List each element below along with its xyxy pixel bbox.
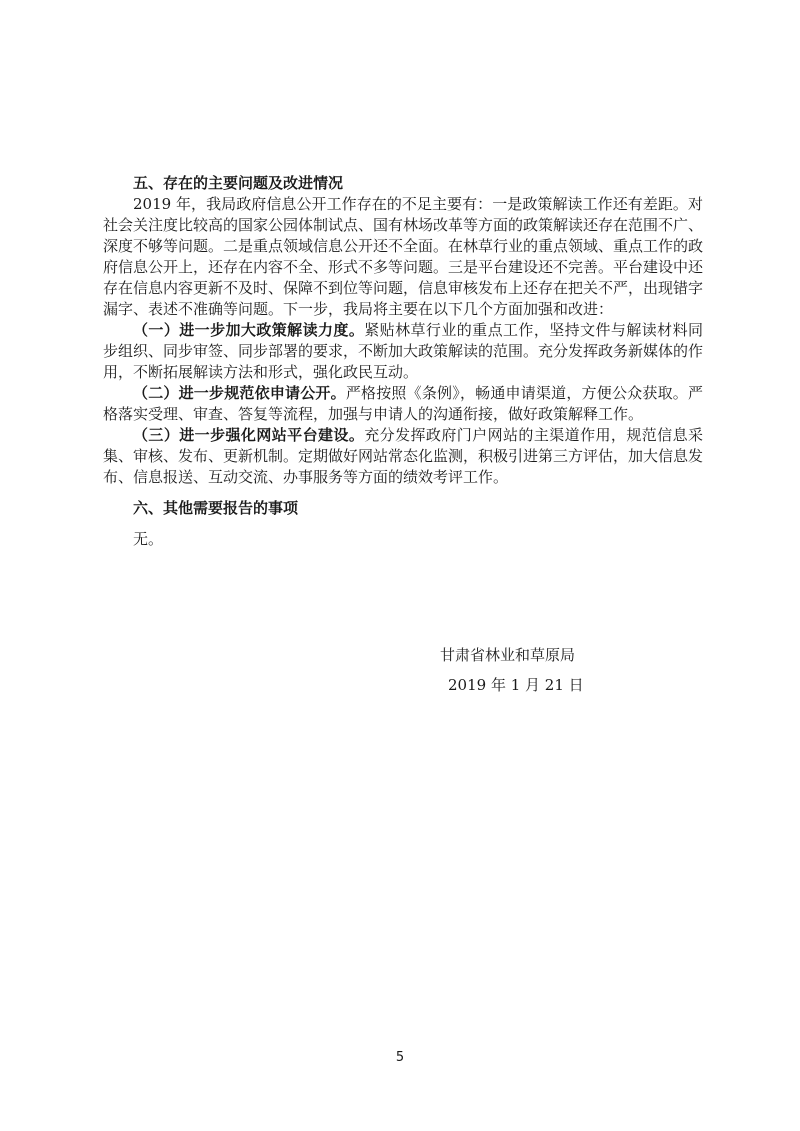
signature-date: 2019 年 1 月 21 日 (448, 676, 584, 694)
signature-block (440, 640, 700, 700)
section-heading-5: 五、存在的主要问题及改进情况 (133, 174, 344, 192)
improvement-item-3-title: （三）进一步强化网站平台建设。 (133, 426, 365, 444)
improvement-item-1 (103, 320, 703, 383)
improvement-item-3 (103, 425, 703, 488)
section-5-intro: 2019 年，我局政府信息公开工作存在的不足主要有：一是政策解读工作还有差距。对社会关注度比较高的国家公园体制试点、国有林场改革等方面的政策解读还存在范围不广、深度不够等问题。二是重点领域信息公开还不全面。在林草行业的重点领域、重点工作的政府信息公开上，还存在内容不全、形式不多等问题。三是平台建设还不完善。平台建设中还存在信息内容更新不及时、保障不到位等问题，信息审核发布上还存在把关不严，出现错字漏字、表述不准确等问题。下一步，我局将主要在以下几个方面加强和改进： (103, 195, 704, 318)
section-6-body: 无。 (133, 530, 164, 548)
improvement-item-1-text: 紧贴林草行业的重点工作，坚持文件与解读材料同步组织、同步审签、同步部署的要求，不断加大政策解读的范围。充分发挥政务新媒体的作用，不断拓展解读方法和形式，强化政民互动。 (103, 321, 704, 381)
improvement-item-3-text: 充分发挥政府门户网站的主渠道作用，规范信息采集、审核、发布、更新机制。定期做好网站常态化监测，积极引进第三方评估，加大信息发布、信息报送、互动交流、办事服务等方面的绩效考评工作。 (103, 426, 704, 486)
body-text (103, 173, 703, 550)
improvement-item-2 (103, 383, 703, 425)
signature-org: 甘肃省林业和草原局 (440, 646, 576, 664)
improvement-item-2-text: 严格按照《条例》，畅通申请渠道，方便公众获取。严格落实受理、审查、答复等流程，加强与申请人的沟通衔接，做好政策解释工作。 (103, 384, 703, 423)
improvement-item-1-title: （一）进一步加大政策解读力度。 (133, 321, 365, 339)
improvement-item-2-title: （二）进一步规范依申请公开。 (133, 384, 346, 402)
section-heading-6: 六、其他需要报告的事项 (133, 499, 299, 517)
page-number: 5 (395, 1050, 405, 1065)
